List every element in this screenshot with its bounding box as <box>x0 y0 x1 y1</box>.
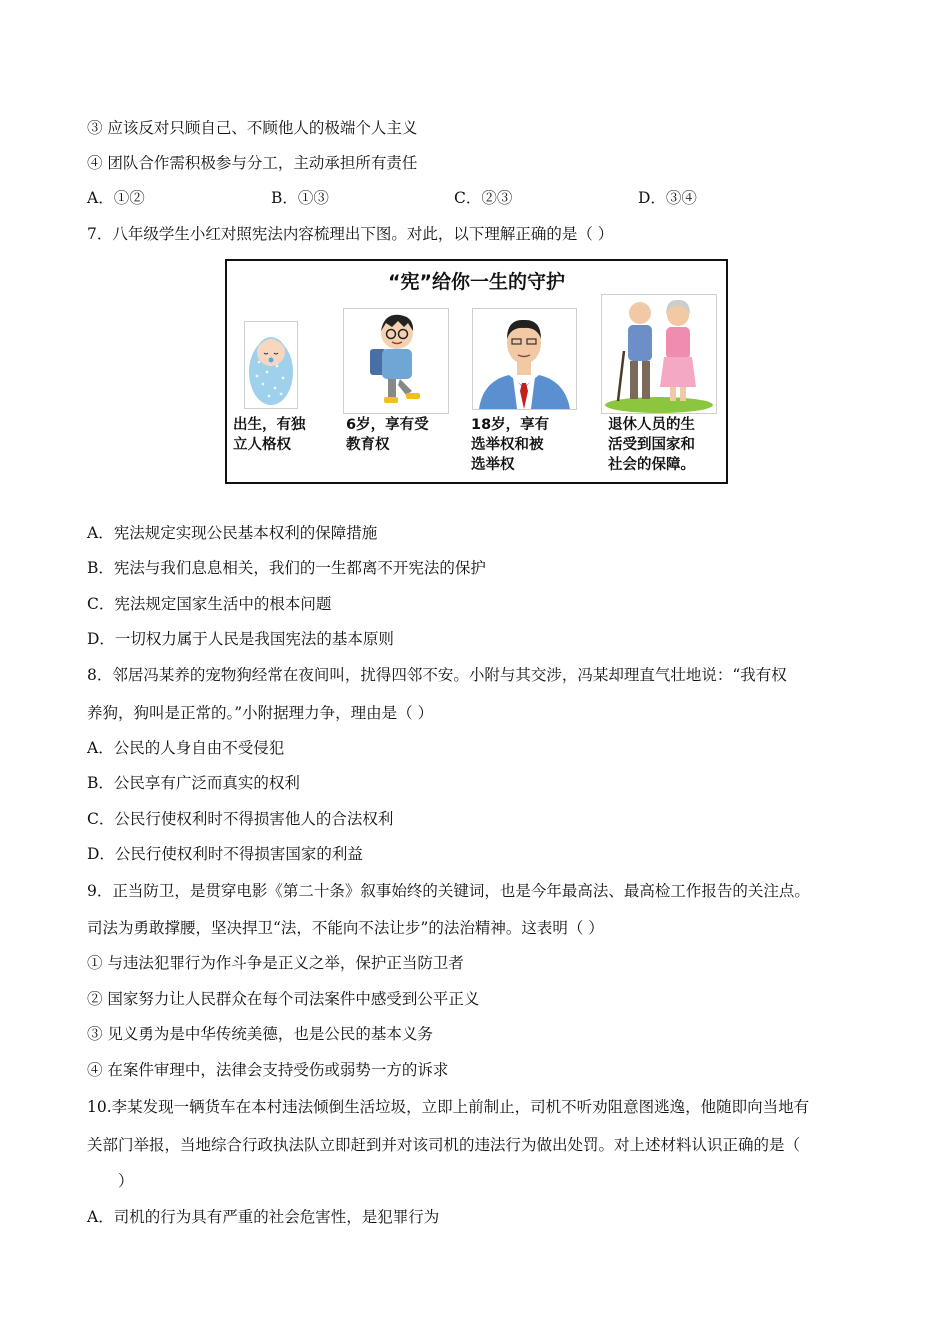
q9-item-2: ② 国家努力让人民群众在每个司法案件中感受到公平正义 <box>87 990 480 1008</box>
businessman-icon <box>472 308 577 410</box>
q6-option-a: A．①② <box>87 189 145 207</box>
q8-option-c: C．公民行使权利时不得损害他人的合法权利 <box>87 810 394 828</box>
q10-stem-line-3: ） <box>118 1172 134 1190</box>
q8-option-d: D．公民行使权利时不得损害国家的利益 <box>87 845 363 863</box>
q7-option-d: D．一切权力属于人民是我国宪法的基本原则 <box>87 630 394 648</box>
q8-option-a: A．公民的人身自由不受侵犯 <box>87 739 285 757</box>
panel-1-caption: 出生，有独 立人格权 <box>233 417 306 453</box>
q9-item-4: ④ 在案件审理中，法律会支持受伤或弱势一方的诉求 <box>87 1061 449 1079</box>
q9-stem-line-1: 9．正当防卫，是贯穿电影《第二十条》叙事始终的关键词，也是今年最高法、最高检工作报告的关注点。 <box>87 882 810 900</box>
q6-option-c: C．②③ <box>454 189 513 207</box>
q10-stem-line-2: 关部门举报，当地综合行政执法队立即赶到并对该司机的违法行为做出处罚。对上述材料认识正确的是（ <box>87 1136 801 1154</box>
q7-option-c: C．宪法规定国家生活中的根本问题 <box>87 595 332 613</box>
q8-stem-line-2: 养狗，狗叫是正常的。”小附据理力争，理由是（ ） <box>87 704 434 722</box>
q6-option-b: B．①③ <box>271 189 329 207</box>
q6-item-4: ④ 团队合作需积极参与分工，主动承担所有责任 <box>87 154 418 172</box>
q6-option-d: D．③④ <box>638 189 697 207</box>
q7-option-a: A．宪法规定实现公民基本权利的保障措施 <box>87 524 378 542</box>
q9-item-1: ① 与违法犯罪行为作斗争是正义之举，保护正当防卫者 <box>87 954 464 972</box>
q8-option-b: B．公民享有广泛而真实的权利 <box>87 774 300 792</box>
q10-option-a: A．司机的行为具有严重的社会危害性，是犯罪行为 <box>87 1208 440 1226</box>
q7-stem: 7．八年级学生小红对照宪法内容梳理出下图。对此，以下理解正确的是（ ） <box>87 225 614 243</box>
panel-2-caption: 6岁，享有受 教育权 <box>346 417 429 453</box>
q6-item-3: ③ 应该反对只顾自己、不顾他人的极端个人主义 <box>87 119 418 137</box>
q8-stem-line-1: 8．邻居冯某养的宠物狗经常在夜间叫，扰得四邻不安。小附与其交涉，冯某却理直气壮地说：“我有权 <box>87 666 787 684</box>
q10-stem-line-1: 10.李某发现一辆货车在本村违法倾倒生活垃圾，立即上前制止，司机不听劝阻意图逃逸，他随即向当地有 <box>87 1098 810 1116</box>
panel-4-caption: 退休人员的生 活受到国家和 社会的保障。 <box>608 417 695 473</box>
q9-item-3: ③ 见义勇为是中华传统美德，也是公民的基本义务 <box>87 1025 433 1043</box>
constitution-life-figure <box>225 259 728 484</box>
elderly-couple-icon <box>601 294 717 414</box>
schoolboy-icon <box>343 308 449 414</box>
q7-option-b: B．宪法与我们息息相关，我们的一生都离不开宪法的保护 <box>87 559 486 577</box>
q9-stem-line-2: 司法为勇敢撑腰，坚决捍卫“法，不能向不法让步”的法治精神。这表明（ ） <box>87 919 604 937</box>
baby-icon <box>244 321 298 409</box>
figure-title: “宪”给你一生的守护 <box>388 271 565 293</box>
q6-options <box>87 188 807 208</box>
panel-3-caption: 18岁，享有 选举权和被 选举权 <box>471 417 550 473</box>
